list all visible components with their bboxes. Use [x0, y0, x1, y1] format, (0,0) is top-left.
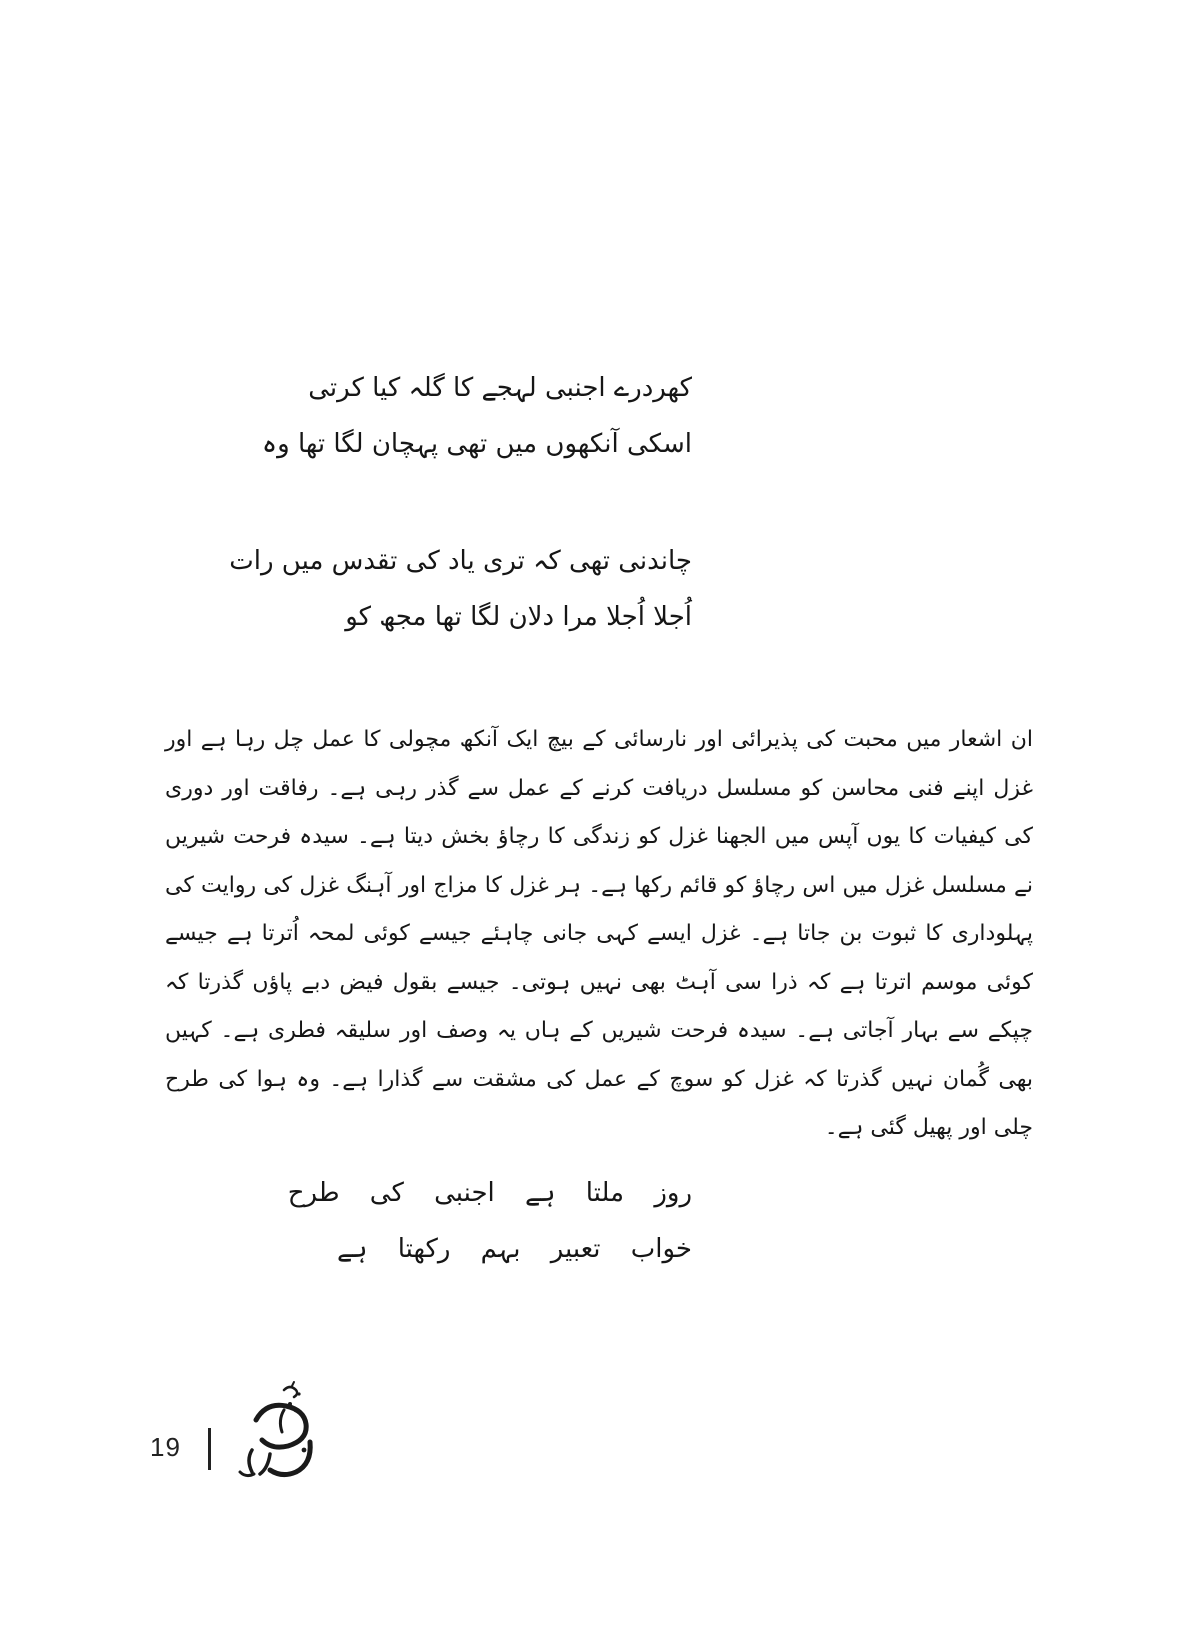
calligraphy-logo-icon [226, 1380, 336, 1490]
verse-line: خواب تعبیر بہم رکھتا ہے [336, 1234, 692, 1264]
verse-line: اُجلا اُجلا مرا دلان لگا تھا مجھ کو [345, 602, 692, 632]
verse-line: روز ملتا ہے اجنبی کی طرح [287, 1178, 692, 1208]
verse-line: کھردرے اجنبی لہجے کا گلہ کیا کرتی [308, 373, 692, 403]
verse-line: چاندنی تھی کہ تری یاد کی تقدس میں رات [229, 546, 692, 576]
page-number: 19 [150, 1432, 181, 1462]
couplet [287, 1165, 692, 1277]
couplet [261, 360, 692, 472]
prose-paragraph: ان اشعار میں محبت کی پذیرائی اور نارسائی کے بیچ ایک آنکھ مچولی کا عمل چل رہا ہے اور غزل اپنے فنی محاسن کو مسلسل دریافت کرنے کے عمل سے گذر رہی ہے۔ رفاقت اور دوری کی کیفیات کا یوں آپس میں الجھنا غزل کو زندگی کا رچاؤ بخش دیتا ہے۔ سیدہ فرحت شیریں نے مسلسل غزل میں اس رچاؤ کو قائم رکھا ہے۔ ہر غزل کا مزاج اور آہنگ غزل کی روایت کی پہلوداری کا ثبوت بن جاتا ہے۔ غزل ایسے کہی جانی چاہئے جیسے کوئی لمحہ اُترتا ہے جیسے کوئی موسم اترتا ہے کہ ذرا سی آہٹ بھی نہیں ہوتی۔ جیسے بقول فیض دبے پاؤں گذرتا کہ چپکے سے بہار آجاتی ہے۔ سیدہ فرحت شیریں کے ہاں یہ وصف اور سلیقہ فطری ہے۔ کہیں بھی گُمان نہیں گذرتا کہ غزل کو سوچ کے عمل کی مشقت سے گذارا ہے۔ وہ ہوا کی طرح چلی اور پھیل گئی ہے۔ [165, 727, 1033, 1140]
footer-divider [208, 1428, 211, 1470]
page-footer [150, 1380, 350, 1490]
couplet [229, 533, 692, 645]
verse-line: اسکی آنکھوں میں تھی پہچان لگا تھا وہ [261, 429, 692, 459]
